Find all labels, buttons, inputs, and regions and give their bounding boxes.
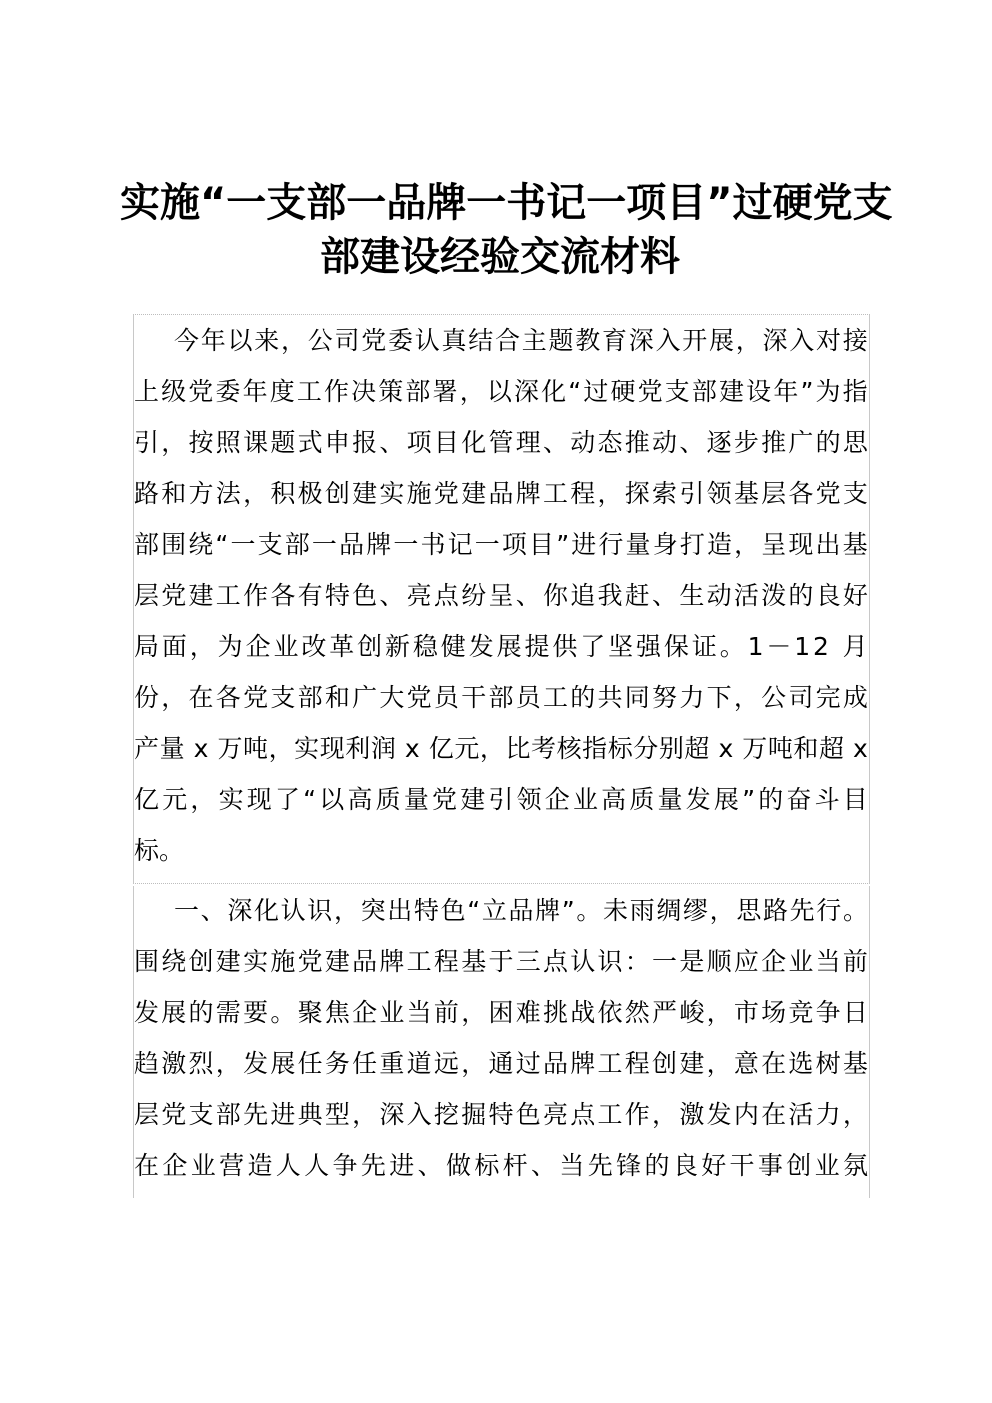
title-line-1: 实施“一支部一品牌一书记一项目”过硬党支: [120, 180, 893, 226]
text-line: 产 量 x 万 吨 ， 实 现 利 润 x 亿 元 ， 比 考 核 指 标 分 别 超 x 万 吨 和 超 x: [134, 734, 868, 763]
text-line: 发 展 的 需 要 。 聚 焦 企 业 当 前 ， 困 难 挑 战 依 然 严 峻 ， 市 场 竞 争 日: [134, 998, 868, 1027]
text-line: 部 围 绕 “ 一 支 部 一 品 牌 一 书 记 一 项 目 ” 进 行 量 身 打 造 ， 呈 现 出 基: [134, 530, 868, 559]
text-line: 路 和 方 法 ， 积 极 创 建 实 施 党 建 品 牌 工 程 ， 探 索 引 领 基 层 各 党 支: [134, 479, 868, 508]
text-line: 层 党 建 工 作 各 有 特 色 、 亮 点 纷 呈 、 你 追 我 赶 、 生 动 活 泼 的 良 好: [134, 581, 868, 610]
text-line: 在 企 业 营 造 人 人 争 先 进 、 做 标 杆 、 当 先 锋 的 良 好 干 事 创 业 氛: [134, 1151, 868, 1180]
text-line: 上 级 党 委 年 度 工 作 决 策 部 署 ， 以 深 化 “ 过 硬 党 支 部 建 设 年 ” 为 指: [134, 377, 868, 406]
document-title: [120, 176, 893, 284]
text-line: 份 ， 在 各 党 支 部 和 广 大 党 员 干 部 员 工 的 共 同 努 力 下 ， 公 司 完 成: [134, 683, 868, 712]
text-line: 今 年 以 来 ， 公 司 党 委 认 真 结 合 主 题 教 育 深 入 开 展 ， 深 入 对 接: [174, 326, 868, 355]
text-line: 层 党 支 部 先 进 典 型 ， 深 入 挖 掘 特 色 亮 点 工 作 ， 激 发 内 在 活 力 ，: [134, 1100, 868, 1129]
text-line: 一 、 深 化 认 识 ， 突 出 特 色 “ 立 品 牌 ” 。 未 雨 绸 缪 ， 思 路 先 行 。: [174, 896, 868, 925]
text-line: 围 绕 创 建 实 施 党 建 品 牌 工 程 基 于 三 点 认 识 ： 一 是 顺 应 企 业 当 前: [134, 947, 868, 976]
text-line: 趋 激 烈 ， 发 展 任 务 任 重 道 远 ， 通 过 品 牌 工 程 创 建 ， 意 在 选 树 基: [134, 1049, 868, 1078]
text-line: 引 ， 按 照 课 题 式 申 报 、 项 目 化 管 理 、 动 态 推 动 、 逐 步 推 广 的 思: [134, 428, 868, 457]
text-line: 局 面 ， 为 企 业 改 革 创 新 稳 健 发 展 提 供 了 坚 强 保 证 。 1 － 1 2 月: [134, 632, 868, 661]
title-line-2: 部建设经验交流材料: [320, 234, 680, 280]
text-line: 标。: [134, 836, 185, 865]
text-line: 亿 元 ， 实 现 了 “ 以 高 质 量 党 建 引 领 企 业 高 质 量 发 展 ” 的 奋 斗 目: [134, 785, 868, 814]
